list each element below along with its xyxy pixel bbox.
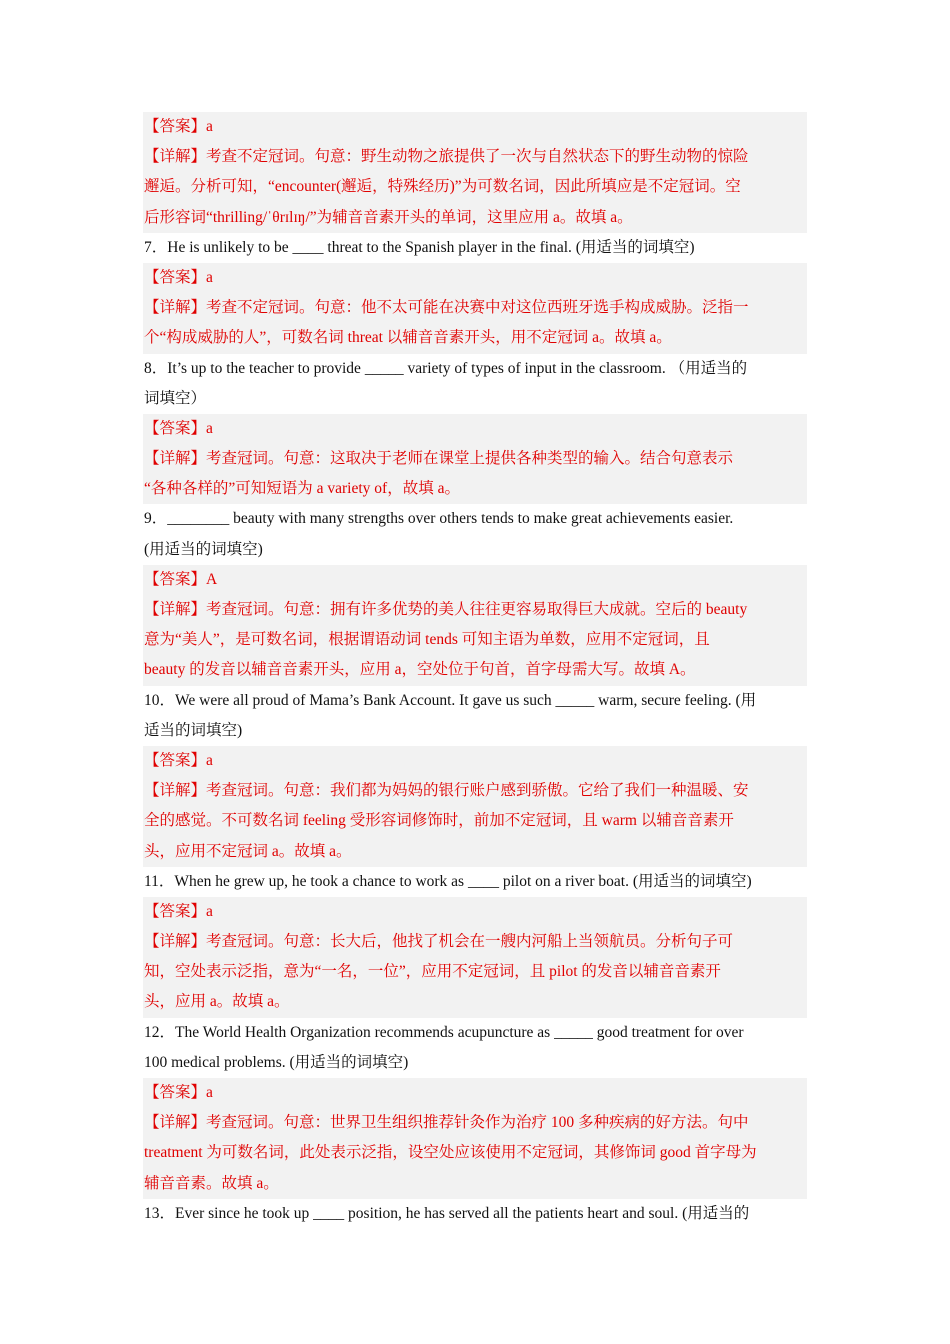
solution-block [143,263,807,354]
answer-line: 【答案】a [144,268,213,286]
question-line: (用适当的词填空) [144,540,263,558]
answer-line: 【答案】a [144,902,213,920]
question-line: 12．The World Health Organization recommends acupuncture as _____ good treatment for over [144,1023,744,1041]
answer-line: 【答案】A [144,570,218,588]
document-page [143,112,807,1229]
question-block [143,686,807,746]
question-line: 8．It’s up to the teacher to provide _____ variety of types of input in the classroom. （用适当的 [144,359,748,377]
question-block [143,867,807,897]
explanation-line: 头，应用不定冠词 a。故填 a。 [144,842,352,860]
explanation-line: 意为“美人”，是可数名词，根据谓语动词 tends 可知主语为单数，应用不定冠词，且 [144,631,710,649]
explanation-line: 【详解】考查冠词。句意：我们都为妈妈的银行账户感到骄傲。它给了我们一种温暖、安 [144,782,749,800]
answer-line: 【答案】a [144,751,213,769]
question-block [143,504,807,564]
question-line: 7．He is unlikely to be ____ threat to the Spanish player in the final. (用适当的词填空) [144,238,695,256]
solution-block [143,1078,807,1199]
question-line: 9．________ beauty with many strengths over others tends to make great achievements easier. [144,510,734,528]
question-line: 13．Ever since he took up ____ position, he has served all the patients heart and soul. (用适当的 [144,1204,750,1222]
answer-line: 【答案】a [144,118,213,135]
solution-block [143,112,807,233]
question-line: 词填空） [144,389,207,407]
explanation-line: 个“构成威胁的人”，可数名词 threat 以辅音音素开头，用不定冠词 a。故填 a。 [144,329,672,347]
question-line: 适当的词填空) [144,721,243,739]
explanation-line: treatment 为可数名词，此处表示泛指，设空处应该使用不定冠词，其修饰词 good 首字母为 [144,1144,757,1162]
explanation-line: 【详解】考查不定冠词。句意：他不太可能在决赛中对这位西班牙选手构成威胁。泛指一 [144,299,749,317]
explanation-line: 全的感觉。不可数名词 feeling 受形容词修饰时，前加不定冠词，且 warm 以辅音音素开 [144,812,734,830]
solution-block [143,897,807,1018]
question-block [143,354,807,414]
question-line: 100 medical problems. (用适当的词填空) [144,1053,409,1071]
explanation-line: beauty 的发音以辅音音素开头，应用 a，空处位于句首，首字母需大写。故填 A。 [144,661,696,679]
solution-block [143,565,807,686]
explanation-line: 邂逅。分析可知，“encounter(邂逅，特殊经历)”为可数名词，因此所填应是不定冠词。空 [144,178,741,196]
explanation-line: 【详解】考查不定冠词。句意：野生动物之旅提供了一次与自然状态下的野生动物的惊险 [144,148,749,166]
explanation-line: 【详解】考查冠词。句意：长大后，他找了机会在一艘内河船上当领航员。分析句子可 [144,933,734,951]
explanation-line: 头，应用 a。故填 a。 [144,993,290,1011]
answer-line: 【答案】a [144,1084,213,1101]
solution-block [143,746,807,867]
explanation-line: 【详解】考查冠词。句意：拥有许多优势的美人往往更容易取得巨大成就。空后的 beauty [144,601,748,618]
explanation-line: 【详解】考查冠词。句意：世界卫生组织推荐针灸作为治疗 100 多种疾病的好方法。句中 [144,1114,749,1132]
explanation-line: 辅音音素。故填 a。 [144,1174,279,1192]
explanation-line: 【详解】考查冠词。句意：这取决于老师在课堂上提供各种类型的输入。结合句意表示 [144,450,734,468]
answer-line: 【答案】a [144,419,213,437]
solution-block [143,414,807,505]
explanation-line: 知，空处表示泛指，意为“一名，一位”，应用不定冠词，且 pilot 的发音以辅音音素开 [144,963,721,981]
explanation-line: “各种各样的”可知短语为 a variety of，故填 a。 [144,480,460,498]
question-block [143,233,807,263]
question-line: 10．We were all proud of Mama’s Bank Account. It gave us such _____ warm, secure feeling. (用 [144,691,757,709]
explanation-line: 后形容词“thrilling/ˈθrɪlɪŋ/”为辅音音素开头的单词，这里应用 a。故填 a。 [144,208,633,226]
question-block [143,1018,807,1078]
question-line: 11．When he grew up, he took a chance to work as ____ pilot on a river boat. (用适当的词填空) [144,872,752,890]
question-block [143,1199,807,1229]
